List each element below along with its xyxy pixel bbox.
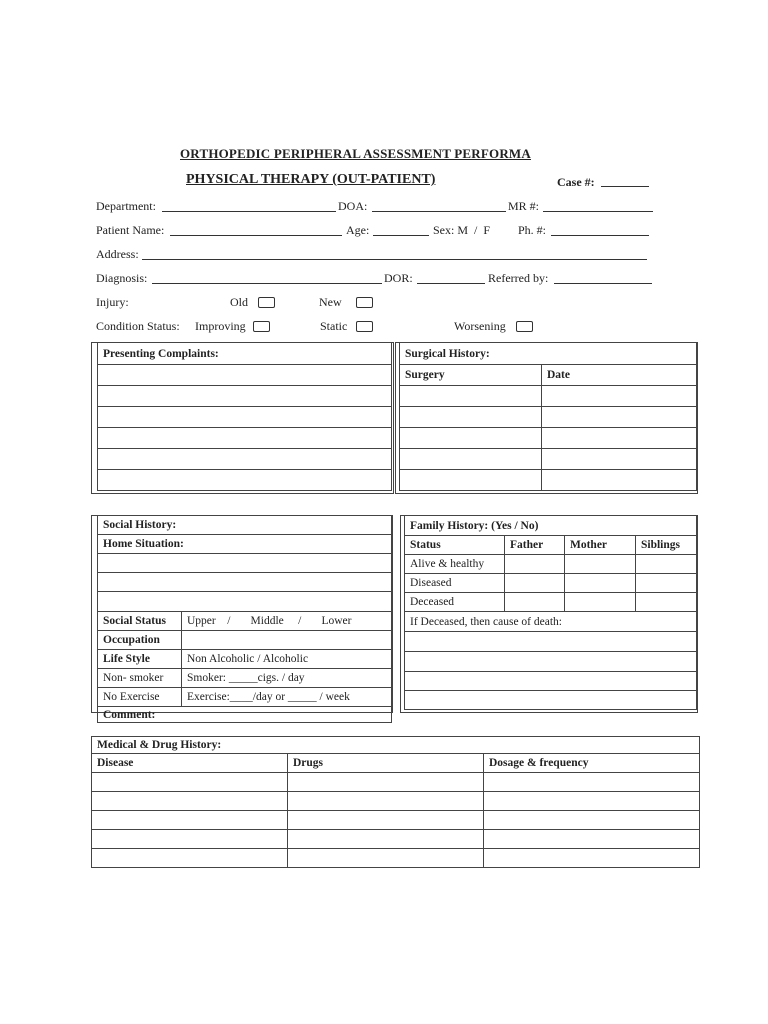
mother-column-header: Mother <box>565 536 636 555</box>
doa-field[interactable] <box>372 211 506 212</box>
life-style-options[interactable]: Non Alcoholic / Alcoholic <box>182 650 392 669</box>
form-title: ORTHOPEDIC PERIPHERAL ASSESSMENT PERFORMA <box>180 146 531 161</box>
dosage-cell[interactable] <box>484 830 700 849</box>
cause-of-death-row[interactable] <box>405 632 697 652</box>
case-number-label: Case #: <box>557 175 595 189</box>
age-label: Age: <box>346 223 370 237</box>
sex-selector[interactable]: Sex: M / F <box>433 223 491 237</box>
complaint-row[interactable] <box>98 449 392 470</box>
disease-cell[interactable] <box>92 792 288 811</box>
father-cell[interactable] <box>505 555 565 574</box>
referred-by-label: Referred by: <box>488 271 549 285</box>
case-number-field[interactable] <box>601 186 649 187</box>
home-situation-row[interactable] <box>98 573 392 592</box>
date-cell[interactable] <box>542 407 697 428</box>
improving-label: Improving <box>195 319 246 333</box>
dosage-cell[interactable] <box>484 773 700 792</box>
surgery-cell[interactable] <box>400 449 542 470</box>
occupation-label: Occupation <box>98 631 182 650</box>
surgery-cell[interactable] <box>400 407 542 428</box>
date-column-header: Date <box>542 365 697 386</box>
family-history-table <box>404 515 697 710</box>
complaint-row[interactable] <box>98 470 392 491</box>
form-subtitle: PHYSICAL THERAPY (OUT-PATIENT) <box>186 172 436 187</box>
home-situation-row[interactable] <box>98 554 392 573</box>
siblings-cell[interactable] <box>636 555 697 574</box>
diagnosis-label: Diagnosis: <box>96 271 148 285</box>
surgery-column-header: Surgery <box>400 365 542 386</box>
static-checkbox[interactable] <box>356 321 373 332</box>
medical-drug-history-title: Medical & Drug History: <box>92 737 700 754</box>
dor-field[interactable] <box>417 283 485 284</box>
patient-name-field[interactable] <box>170 235 342 236</box>
complaint-row[interactable] <box>98 365 392 386</box>
injury-new-checkbox[interactable] <box>356 297 373 308</box>
father-cell[interactable] <box>505 574 565 593</box>
siblings-cell[interactable] <box>636 593 697 612</box>
dosage-column-header: Dosage & frequency <box>484 754 700 773</box>
static-label: Static <box>320 319 348 333</box>
disease-cell[interactable] <box>92 773 288 792</box>
drugs-cell[interactable] <box>288 849 484 868</box>
siblings-column-header: Siblings <box>636 536 697 555</box>
improving-checkbox[interactable] <box>253 321 270 332</box>
surgical-history-table <box>399 342 697 491</box>
complaint-row[interactable] <box>98 428 392 449</box>
phone-label: Ph. #: <box>518 223 547 237</box>
patient-name-label: Patient Name: <box>96 223 165 237</box>
drugs-cell[interactable] <box>288 830 484 849</box>
worsening-checkbox[interactable] <box>516 321 533 332</box>
mother-cell[interactable] <box>565 574 636 593</box>
surgery-cell[interactable] <box>400 386 542 407</box>
injury-new-label: New <box>319 295 342 309</box>
department-field[interactable] <box>162 211 336 212</box>
mother-cell[interactable] <box>565 593 636 612</box>
social-status-options[interactable]: Upper / Middle / Lower <box>182 612 392 631</box>
date-cell[interactable] <box>542 449 697 470</box>
dosage-cell[interactable] <box>484 792 700 811</box>
address-field[interactable] <box>142 259 647 260</box>
condition-status-label: Condition Status: <box>96 319 180 333</box>
home-situation-label: Home Situation: <box>98 535 392 554</box>
cause-of-death-row[interactable] <box>405 652 697 672</box>
disease-cell[interactable] <box>92 849 288 868</box>
non-smoker-option[interactable]: Non- smoker <box>98 669 182 688</box>
mr-field[interactable] <box>543 211 653 212</box>
injury-old-checkbox[interactable] <box>258 297 275 308</box>
surgical-history-title: Surgical History: <box>400 343 697 365</box>
injury-old-label: Old <box>230 295 248 309</box>
diseased-label: Diseased <box>405 574 505 593</box>
dosage-cell[interactable] <box>484 811 700 830</box>
doa-label: DOA: <box>338 199 368 213</box>
presenting-complaints-table <box>97 342 392 491</box>
comment-label[interactable]: Comment: <box>98 707 392 723</box>
smoker-option[interactable]: Smoker: _____cigs. / day <box>182 669 392 688</box>
phone-field[interactable] <box>551 235 649 236</box>
social-history-table <box>97 515 392 723</box>
address-label: Address: <box>96 247 139 261</box>
cause-of-death-row[interactable] <box>405 672 697 691</box>
father-cell[interactable] <box>505 593 565 612</box>
alive-healthy-label: Alive & healthy <box>405 555 505 574</box>
complaint-row[interactable] <box>98 407 392 428</box>
dosage-cell[interactable] <box>484 849 700 868</box>
surgery-cell[interactable] <box>400 470 542 491</box>
surgery-cell[interactable] <box>400 428 542 449</box>
cause-of-death-row[interactable] <box>405 691 697 710</box>
cause-of-death-label: If Deceased, then cause of death: <box>405 612 697 632</box>
mother-cell[interactable] <box>565 555 636 574</box>
status-column-header: Status <box>405 536 505 555</box>
drugs-column-header: Drugs <box>288 754 484 773</box>
disease-cell[interactable] <box>92 811 288 830</box>
occupation-field[interactable] <box>182 631 392 650</box>
disease-cell[interactable] <box>92 830 288 849</box>
drugs-cell[interactable] <box>288 811 484 830</box>
siblings-cell[interactable] <box>636 574 697 593</box>
referred-by-field[interactable] <box>554 283 652 284</box>
age-field[interactable] <box>373 235 429 236</box>
home-situation-row[interactable] <box>98 592 392 612</box>
diagnosis-field[interactable] <box>152 283 382 284</box>
department-label: Department: <box>96 199 156 213</box>
date-cell[interactable] <box>542 470 697 491</box>
family-history-title: Family History: (Yes / No) <box>405 516 697 536</box>
dor-label: DOR: <box>384 271 413 285</box>
exercise-option[interactable]: Exercise:____/day or _____ / week <box>182 688 392 707</box>
worsening-label: Worsening <box>454 319 506 333</box>
drugs-cell[interactable] <box>288 773 484 792</box>
date-cell[interactable] <box>542 428 697 449</box>
drugs-cell[interactable] <box>288 792 484 811</box>
complaint-row[interactable] <box>98 386 392 407</box>
life-style-label: Life Style <box>98 650 182 669</box>
disease-column-header: Disease <box>92 754 288 773</box>
social-history-title: Social History: <box>98 516 392 535</box>
date-cell[interactable] <box>542 386 697 407</box>
presenting-complaints-title: Presenting Complaints: <box>98 343 392 365</box>
medical-drug-history-table <box>91 736 700 868</box>
father-column-header: Father <box>505 536 565 555</box>
social-status-label: Social Status <box>98 612 182 631</box>
deceased-label: Deceased <box>405 593 505 612</box>
injury-label: Injury: <box>96 295 129 309</box>
no-exercise-option[interactable]: No Exercise <box>98 688 182 707</box>
mr-label: MR #: <box>508 199 540 213</box>
